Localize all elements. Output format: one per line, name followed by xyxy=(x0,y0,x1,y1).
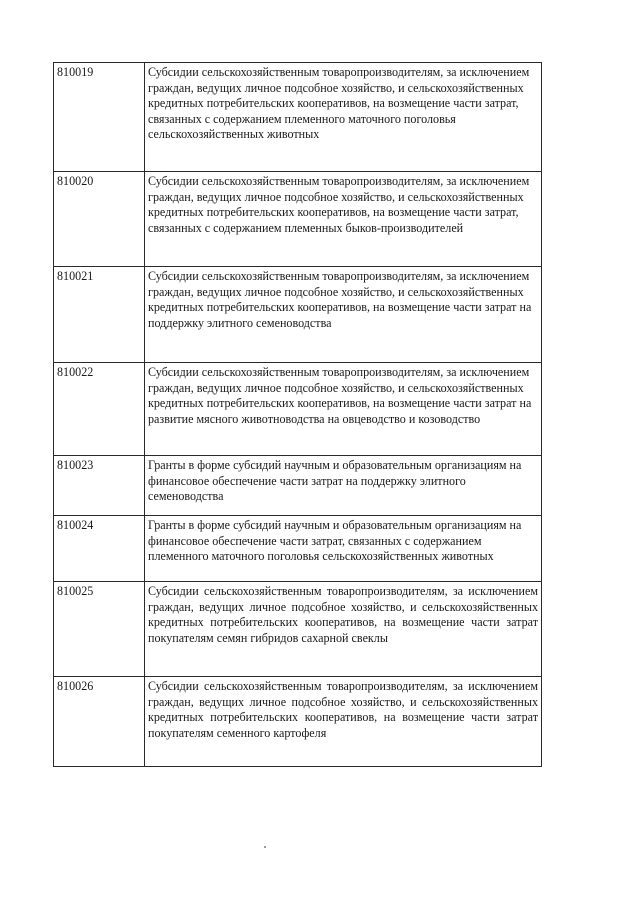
code-cell: 810019 xyxy=(54,63,145,172)
budget-codes-table xyxy=(53,62,542,767)
table-row xyxy=(54,456,542,516)
table-row xyxy=(54,677,542,767)
description-cell: Субсидии сельскохозяйственным товаропроизводителям, за исключением граждан, ведущих личное подсобное хозяйство, и сельскохозяйственных кредитных потребительских кооперативов, на возмещение части затрат на развитие мясного животноводства на овцеводство и козоводство xyxy=(145,363,542,456)
table-row xyxy=(54,172,542,267)
description-cell: Субсидии сельскохозяйственным товаропроизводителям, за исключением граждан, ведущих личное подсобное хозяйство, и сельскохозяйственных кредитных потребительских кооперативов, на возмещение части затрат, связанных с содержанием племенных быков-производителей xyxy=(145,172,542,267)
description-cell: Субсидии сельскохозяйственным товаропроизводителям, за исключением граждан, ведущих личное подсобное хозяйство, и сельскохозяйственных кредитных потребительских кооперативов, на возмещение части затрат покупателям семенного картофеля xyxy=(145,677,542,767)
description-cell: Субсидии сельскохозяйственным товаропроизводителям, за исключением граждан, ведущих личное подсобное хозяйство, и сельскохозяйственных кредитных потребительских кооперативов, на возмещение части затрат на поддержку элитного семеноводства xyxy=(145,267,542,363)
table-row xyxy=(54,363,542,456)
code-cell: 810023 xyxy=(54,456,145,516)
code-cell: 810022 xyxy=(54,363,145,456)
code-cell: 810020 xyxy=(54,172,145,267)
table-row xyxy=(54,516,542,582)
code-cell: 810026 xyxy=(54,677,145,767)
code-cell: 810024 xyxy=(54,516,145,582)
description-cell: Субсидии сельскохозяйственным товаропроизводителям, за исключением граждан, ведущих личное подсобное хозяйство, и сельскохозяйственных кредитных потребительских кооперативов, на возмещение части затрат покупателям семян гибридов сахарной свеклы xyxy=(145,582,542,677)
table-row xyxy=(54,582,542,677)
description-cell: Гранты в форме субсидий научным и образовательным организациям на финансовое обеспечение части затрат, связанных с содержанием племенного маточного поголовья сельскохозяйственных животных xyxy=(145,516,542,582)
code-cell: 810021 xyxy=(54,267,145,363)
description-cell: Гранты в форме субсидий научным и образовательным организациям на финансовое обеспечение части затрат на поддержку элитного семеноводства xyxy=(145,456,542,516)
code-cell: 810025 xyxy=(54,582,145,677)
description-cell: Субсидии сельскохозяйственным товаропроизводителям, за исключением граждан, ведущих личное подсобное хозяйство, и сельскохозяйственных кредитных потребительских кооперативов, на возмещение части затрат, связанных с содержанием племенного маточного поголовья сельскохозяйственных животных xyxy=(145,63,542,172)
table-row xyxy=(54,63,542,172)
table-row xyxy=(54,267,542,363)
scan-speck xyxy=(264,846,266,848)
